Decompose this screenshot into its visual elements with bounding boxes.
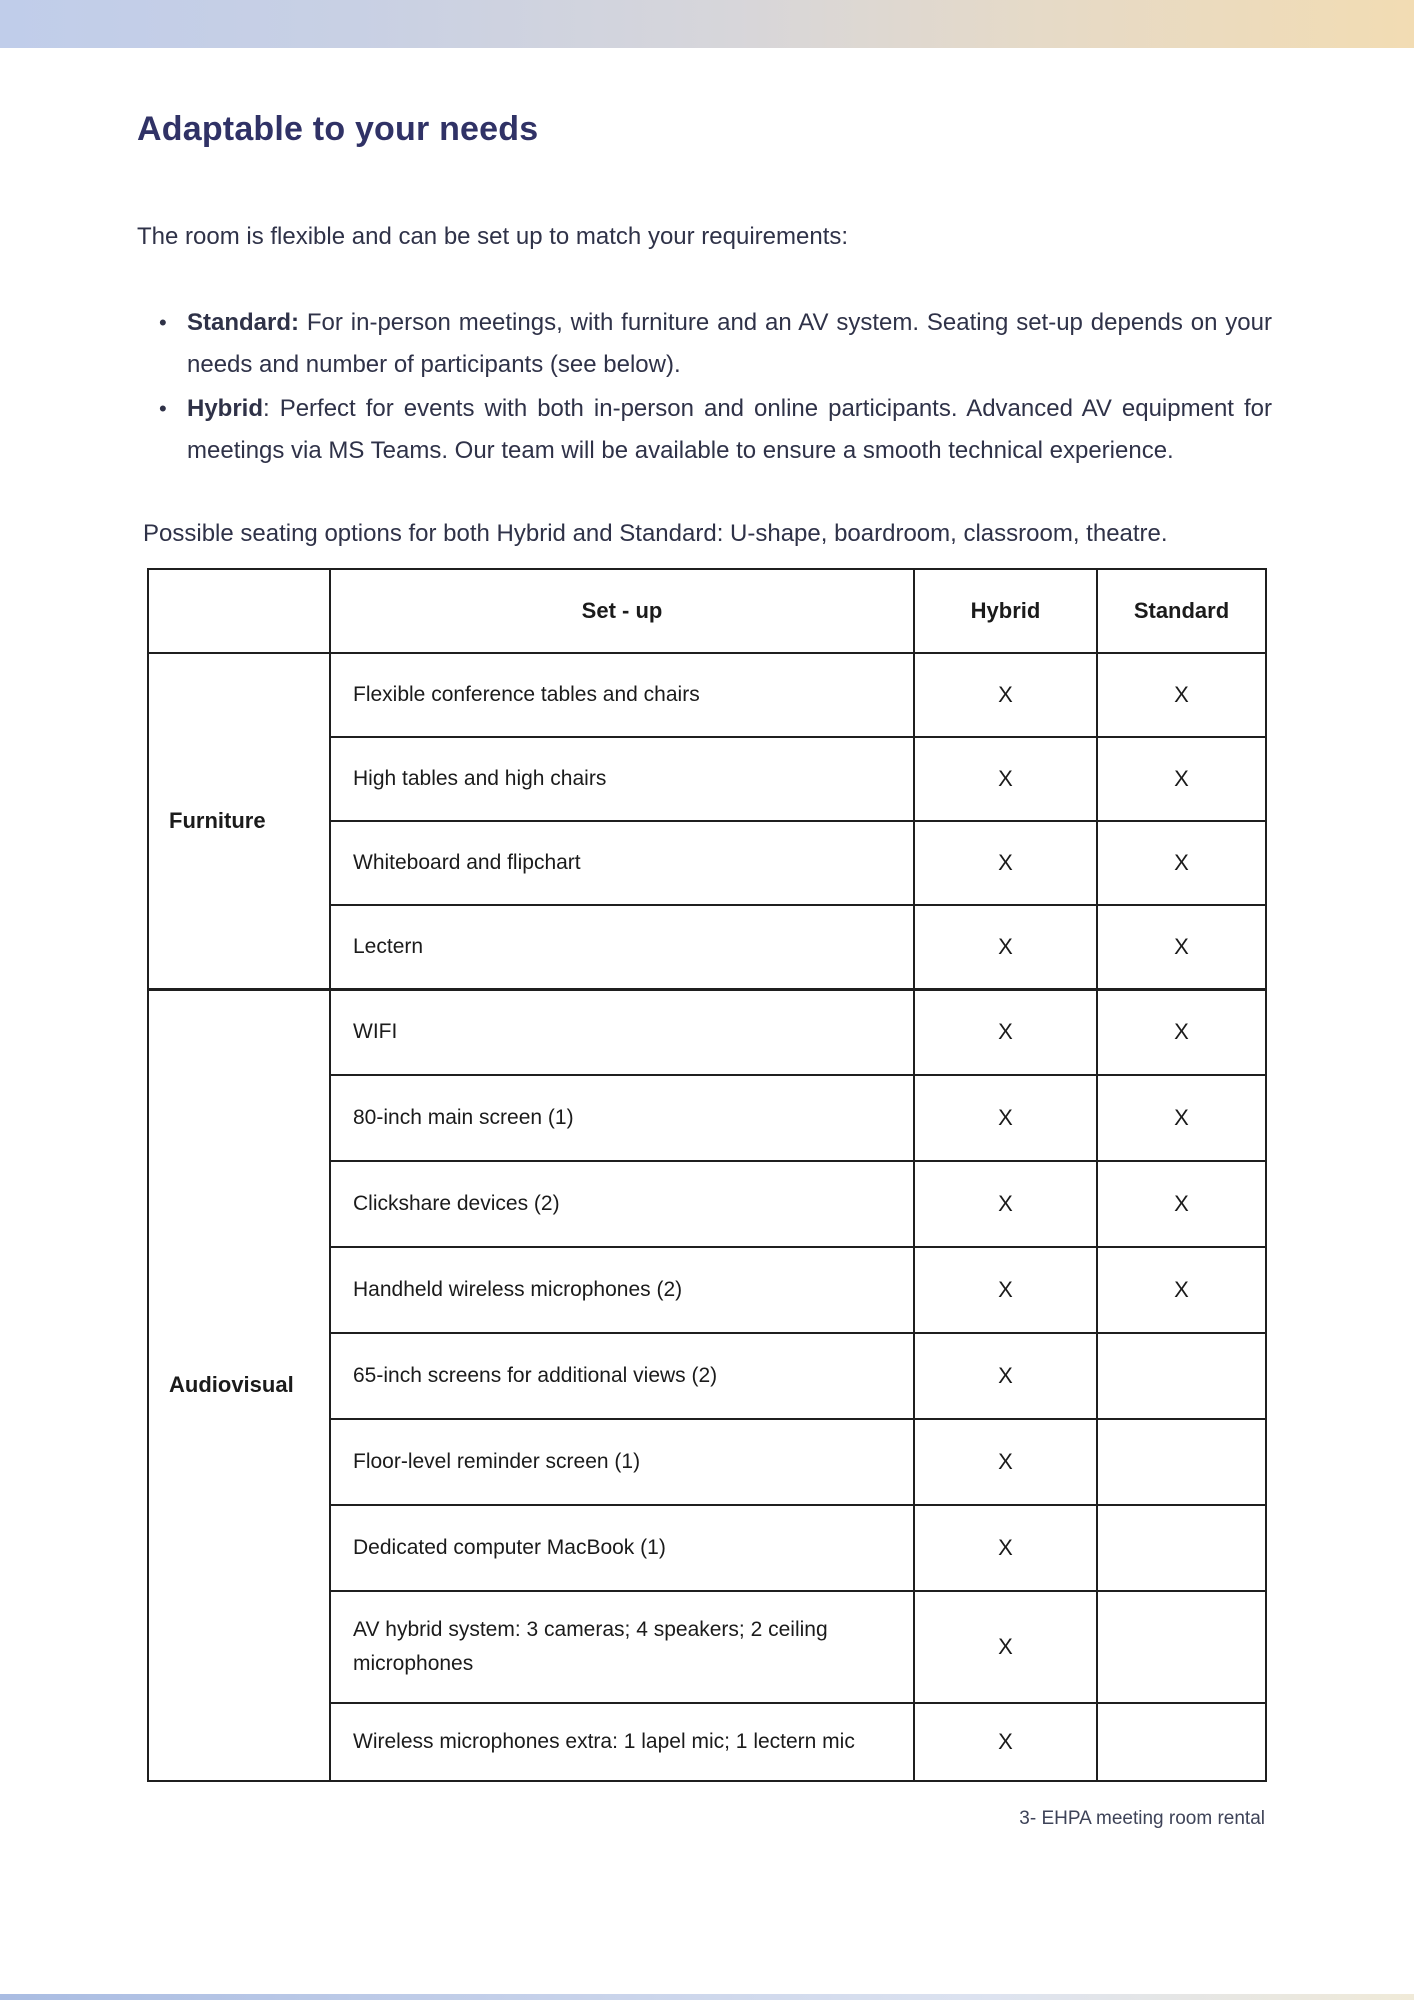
table-row (148, 989, 1266, 1075)
standard-cell: X (1097, 989, 1266, 1075)
setup-cell: Dedicated computer MacBook (1) (330, 1505, 914, 1591)
standard-cell: X (1097, 1161, 1266, 1247)
hybrid-cell: X (914, 737, 1097, 821)
setup-cell: AV hybrid system: 3 cameras; 4 speakers; 2 ceiling microphones (330, 1591, 914, 1703)
standard-cell: X (1097, 1075, 1266, 1161)
standard-label: Standard: (187, 309, 300, 336)
table-header-row (148, 569, 1266, 653)
hybrid-cell: X (914, 653, 1097, 737)
hybrid-cell: X (914, 1505, 1097, 1591)
seating-paragraph: Possible seating options for both Hybrid and Standard: U-shape, boardroom, classroom, theatre. (143, 520, 1168, 547)
header-standard: Standard (1097, 569, 1266, 653)
setup-cell: Whiteboard and flipchart (330, 821, 914, 905)
setup-table (147, 568, 1267, 1782)
setup-cell: Lectern (330, 905, 914, 989)
hybrid-cell: X (914, 905, 1097, 989)
intro-paragraph: The room is flexible and can be set up to match your requirements: (137, 223, 849, 250)
page-content (137, 48, 1272, 1830)
setup-cell: 65-inch screens for additional views (2) (330, 1333, 914, 1419)
hybrid-text: : Perfect for events with both in-person and online participants. Advanced AV equipment for meetings via MS Teams. Our team will be available to ensure a smooth technical experience. (187, 395, 1272, 464)
setup-cell: Clickshare devices (2) (330, 1161, 914, 1247)
setup-cell: Handheld wireless microphones (2) (330, 1247, 914, 1333)
hybrid-cell: X (914, 989, 1097, 1075)
standard-cell: X (1097, 1247, 1266, 1333)
header-hybrid: Hybrid (914, 569, 1097, 653)
table-row (148, 653, 1266, 737)
list-item-hybrid (187, 388, 1272, 472)
standard-cell (1097, 1703, 1266, 1781)
standard-cell (1097, 1419, 1266, 1505)
setup-cell: 80-inch main screen (1) (330, 1075, 914, 1161)
hybrid-cell: X (914, 1247, 1097, 1333)
standard-cell: X (1097, 653, 1266, 737)
hybrid-cell: X (914, 1591, 1097, 1703)
setup-cell: Flexible conference tables and chairs (330, 653, 914, 737)
standard-text: For in-person meetings, with furniture and an AV system. Seating set-up depends on your needs and number of participants (see below). (187, 309, 1272, 378)
bottom-gradient-bar (0, 1994, 1414, 2000)
hybrid-cell: X (914, 1075, 1097, 1161)
hybrid-cell: X (914, 1333, 1097, 1419)
setup-cell: Wireless microphones extra: 1 lapel mic; 1 lectern mic (330, 1703, 914, 1781)
category-cell: Audiovisual (148, 989, 330, 1781)
hybrid-cell: X (914, 1703, 1097, 1781)
page-footer: 3- EHPA meeting room rental (1019, 1808, 1265, 1829)
page-title: Adaptable to your needs (137, 110, 539, 148)
setup-cell: WIFI (330, 989, 914, 1075)
hybrid-cell: X (914, 1161, 1097, 1247)
standard-cell (1097, 1505, 1266, 1591)
header-category (148, 569, 330, 653)
category-cell: Furniture (148, 653, 330, 989)
standard-cell (1097, 1591, 1266, 1703)
top-gradient-bar (0, 0, 1414, 48)
list-item-standard (187, 302, 1272, 386)
standard-cell (1097, 1333, 1266, 1419)
hybrid-cell: X (914, 1419, 1097, 1505)
setup-cell: High tables and high chairs (330, 737, 914, 821)
standard-cell: X (1097, 821, 1266, 905)
hybrid-cell: X (914, 821, 1097, 905)
header-setup: Set - up (330, 569, 914, 653)
setup-cell: Floor-level reminder screen (1) (330, 1419, 914, 1505)
standard-cell: X (1097, 905, 1266, 989)
standard-cell: X (1097, 737, 1266, 821)
options-list (187, 302, 1272, 472)
hybrid-label: Hybrid (187, 395, 264, 422)
